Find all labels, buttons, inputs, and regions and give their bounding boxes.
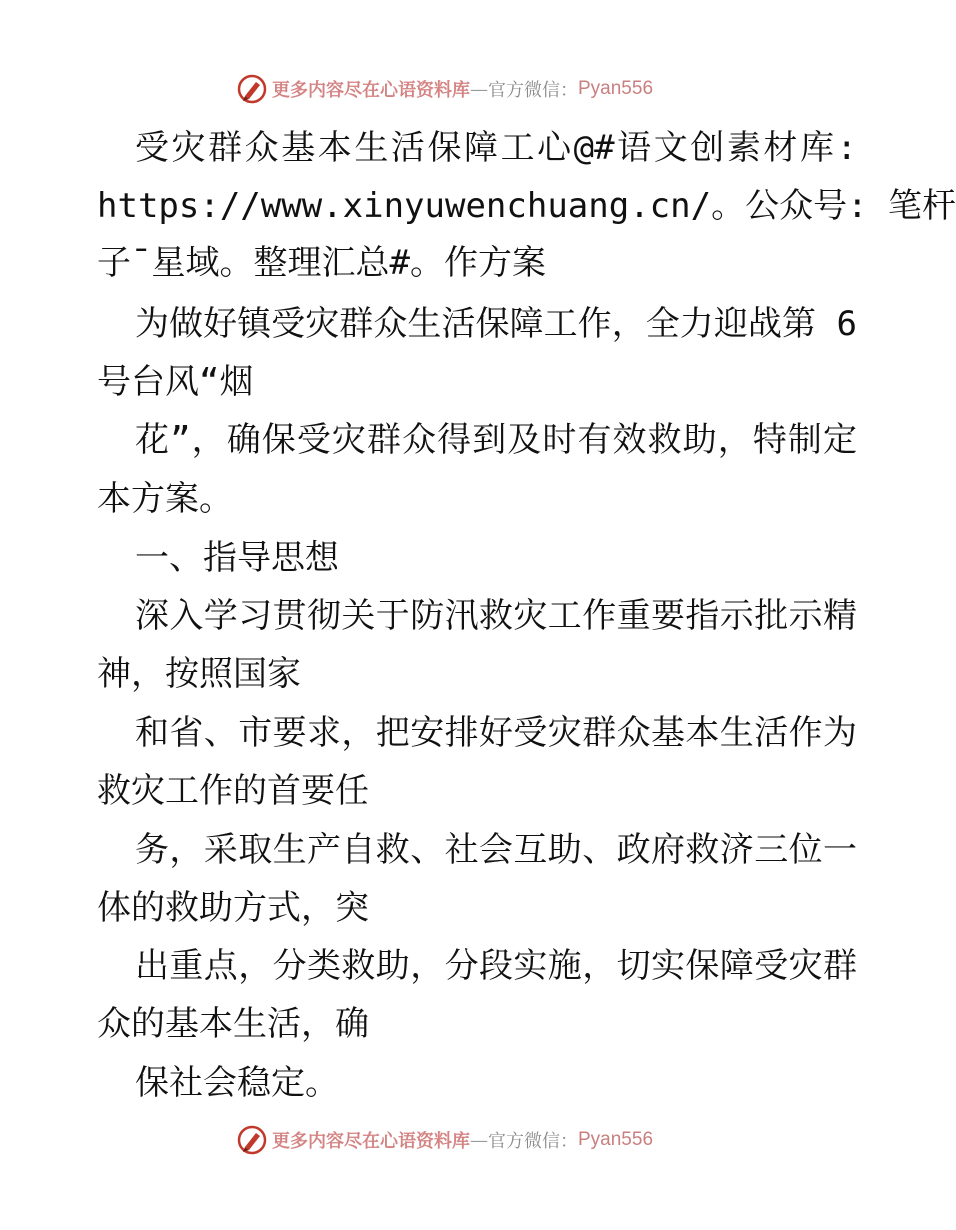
banner-site-text: 更多内容尽在心语资料库 (272, 1131, 470, 1152)
banner-wechat-id: Pyan556 (578, 78, 654, 99)
doc-line: 本方案。 (97, 479, 233, 519)
section-heading: 一、指导思想 (135, 538, 339, 578)
pen-logo-icon (236, 1124, 268, 1156)
banner-site-text: 更多内容尽在心语资料库 (272, 80, 470, 101)
banner-dash: — (470, 78, 488, 100)
banner-wechat-label: 官方微信： (488, 1131, 578, 1152)
doc-line: 和省、市要求，把安排好受灾群众基本生活作为 (135, 713, 857, 753)
doc-line: 众的基本生活，确 (97, 1004, 369, 1044)
doc-line: https://www.xinyuwenchuang.cn/。公众号: 笔杆 (97, 186, 956, 226)
doc-line: 务，采取生产自救、社会互助、政府救济三位一 (135, 830, 857, 870)
doc-line: 子¯星域。整理汇总#。作方案 (97, 243, 546, 283)
doc-line: 保社会稳定。 (135, 1063, 339, 1103)
doc-line: 受灾群众基本生活保障工心@#语文创素材库: (135, 128, 857, 168)
doc-line: 体的救助方式，突 (97, 888, 369, 928)
footer-watermark-banner (236, 1123, 653, 1157)
doc-line: 花”，确保受灾群众得到及时有效救助，特制定 (135, 420, 857, 460)
doc-line: 号台风“烟 (97, 362, 254, 402)
banner-wechat-id: Pyan556 (578, 1129, 654, 1150)
banner-dash: — (470, 1129, 488, 1151)
header-watermark-banner (236, 72, 653, 106)
doc-line: 神，按照国家 (97, 654, 301, 694)
banner-wechat-label: 官方微信： (488, 80, 578, 101)
doc-line: 深入学习贯彻关于防汛救灾工作重要指示批示精 (135, 596, 857, 636)
doc-line: 为做好镇受灾群众生活保障工作，全力迎战第 6 (135, 304, 857, 344)
doc-line: 出重点，分类救助，分段实施，切实保障受灾群 (135, 946, 857, 986)
pen-logo-icon (236, 73, 268, 105)
doc-line: 救灾工作的首要任 (97, 771, 369, 811)
